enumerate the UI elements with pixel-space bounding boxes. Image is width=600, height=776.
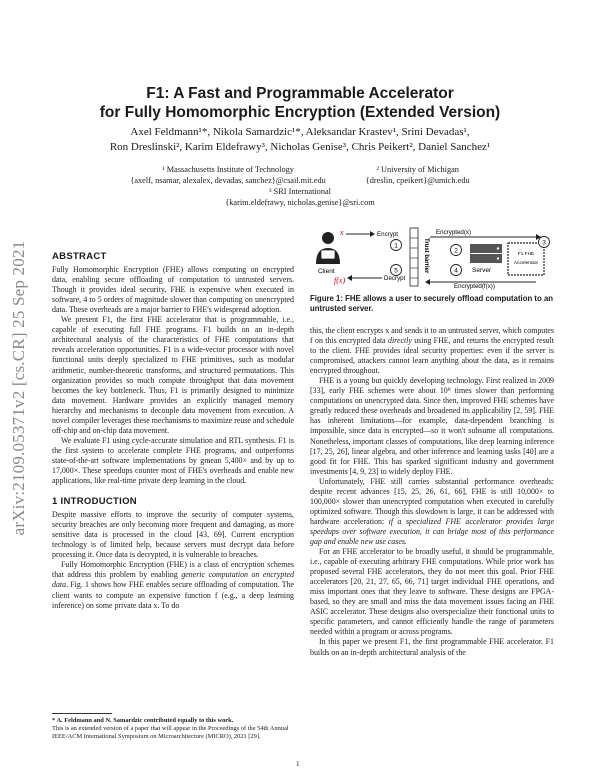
step-4-label: 4 bbox=[454, 267, 458, 275]
right-paragraph-5: In this paper we present F1, the first programmable FHE accelerator. F1 builds on an in-depth architectural analysis of the bbox=[310, 637, 554, 657]
right-paragraph-4: For an FHE accelerator to be broadly useful, it should be programmable, i.e., capable of executing arbitrary FHE computations. While prior work has proposed several FHE accelerators, they do not meet this goal. Prior FHE accelerators [20, 21, 27, 65, 66, 71] target individual FHE operations, and miss important ones that they leave to software. These designs are FPGA-based, so they are small and miss the data movement issues facing an FHE ASIC accelerator. These designs also overspecialize their functional units to specific parameters, and cannot efficiently handle the range of parameters needed within a program or across programs. bbox=[310, 547, 554, 637]
accelerator-label-1: F1 FHE bbox=[517, 252, 535, 257]
abstract-paragraph-2: We present F1, the first FHE accelerator that is programmable, i.e., capable of executing full FHE programs. F1 builds on an in-depth architectural analysis of the characteristics of FHE computations that reveals acceleration opportunities. F1 is a wide-vector processor with novel functional units deeply specialized to FHE primitives, such as modular arithmetic, number-theoretic transforms, and structured permutations. This organization provides so much compute throughput that data movement becomes the key bottleneck. Thus, F1 is primarily designed to minimize data movement. Hardware provides an explicitly managed memory hierarchy and mechanisms to decouple data movement from execution. A novel compiler leverages these mechanisms to maximize reuse and schedule off-chip and on-chip data movement. bbox=[52, 315, 294, 435]
authors-line-1: Axel Feldmann¹*, Nikola Samardzic¹*, Aleksandar Krastev¹, Srini Devadas¹, bbox=[130, 126, 470, 138]
fig-x-label: x bbox=[340, 228, 344, 237]
title-line-2: for Fully Homomorphic Encryption (Extended Version) bbox=[99, 104, 501, 121]
title-line-1: F1: A Fast and Programmable Accelerator bbox=[146, 85, 454, 102]
server-icon bbox=[470, 244, 502, 263]
figure-1-diagram bbox=[312, 226, 552, 290]
abstract-heading: ABSTRACT bbox=[52, 251, 107, 262]
affiliation-mit-name: ¹ Massachusetts Institute of Technology bbox=[162, 165, 294, 174]
affiliation-umich bbox=[366, 164, 470, 186]
right-p1-emphasis: directly bbox=[388, 336, 412, 346]
intro-paragraph-1: Despite massive efforts to improve the security of computer systems, security breaches are only becoming more frequent and damaging, as more sensitive data is processed in the cloud [43, 69]. Current encryption technology is of limited help, because servers must decrypt data before processing it. Once data is decrypted, it is vulnerable to breaches. bbox=[52, 510, 294, 560]
step-2-label: 2 bbox=[454, 247, 458, 255]
trust-barrier bbox=[410, 228, 418, 286]
intro-p2-text-a: Fully Homomorphic Encryption (FHE) is a class of encryption schemes that address this problem by enabling bbox=[52, 560, 294, 580]
accelerator-label-2: Accelerator bbox=[513, 261, 539, 266]
arxiv-id: arXiv:2109.05371v2 [cs.CR] 25 Sep 2021 bbox=[9, 240, 28, 536]
right-p1-text-b: using FHE, and returns the encrypted result to the client. FHE provides ideal security properties: even if the server is compromised, attackers cannot learn anything about the data, as it remains encrypted throughout. bbox=[310, 336, 554, 376]
abstract-paragraph-3: We evaluate F1 using cycle-accurate simulation and RTL synthesis. F1 is the first system to accelerate complete FHE programs, and outperforms state-of-the-art software implementations by gmean 5,400× and by up to 17,000×. These speedups counter most of FHE's overheads and enable new applications, like real-time private deep learning in the cloud. bbox=[52, 435, 294, 486]
footnote-rule bbox=[52, 713, 112, 714]
encrypt-label: Encrypt bbox=[377, 231, 398, 238]
decrypt-arrowhead bbox=[347, 275, 352, 281]
footnote-extended-version: This is an extended version of a paper that will appear in the Proceedings of the 54th Annual IEEE/ACM International Symposium on Microarchitecture (MICRO), 2021 [29]. bbox=[52, 725, 289, 741]
affiliation-mit bbox=[130, 164, 325, 186]
decrypt-label: Decrypt bbox=[384, 275, 406, 282]
right-column bbox=[310, 316, 554, 658]
paper-title bbox=[40, 84, 560, 122]
authors-line-2: Ron Dreslinski², Karim Eldefrawy³, Nicholas Genise³, Chris Peikert², Daniel Sanchez¹ bbox=[109, 141, 491, 153]
affiliation-mit-emails: {axelf, nsamar, alexalex, devadas, sanchez}@csail.mit.edu bbox=[130, 176, 326, 185]
f1-accelerator-chip bbox=[508, 243, 544, 275]
affiliation-umich-name: ² University of Michigan bbox=[376, 165, 459, 174]
encrypted-fx-label: Encrypted(f(x)) bbox=[454, 283, 495, 290]
footnote bbox=[52, 713, 294, 742]
client-label: Client bbox=[318, 268, 335, 275]
intro-p2-emphasis: generic computation on encrypted data bbox=[52, 570, 294, 590]
fig-fx-label: f(x) bbox=[334, 276, 346, 285]
right-paragraph-2: FHE is a young but quickly developing technology. First realized in 2009 [33], early FHE schemes were about 10⁹ times slower than performing computations on unencrypted data. Since then, improved FHE schemes have greatly reduced these overheads and broadened its applicability [2, 59]. FHE has inherent limitations—for example, data-dependent branching is impossible, since data is encrypted—so it won't subsume all computations. Nonetheless, important classes of computations, like deep learning inference [17, 25, 26], linear algebra, and other inference and learning tasks [40] are a good fit for FHE. This has sparked significant industry and government investments [4, 9, 23] to widely deploy FHE. bbox=[310, 376, 554, 476]
step-5-label: 5 bbox=[394, 267, 398, 275]
encrypt-arrowhead bbox=[370, 231, 375, 237]
encrypted-x-label: Encrypted(x) bbox=[436, 229, 472, 236]
step-3-label: 3 bbox=[542, 239, 546, 247]
right-p3-text-a: Unfortunately, FHE still carries substantial performance overheads: despite recent advances [15, 25, 26, 61, 66], FHE is still 10,000× to 100,000× slower than unencrypted computation when executed in carefully optimized software. Though this slowdown is large, it can be addressed with hardware acceleration: bbox=[310, 476, 554, 526]
affiliations bbox=[40, 164, 560, 208]
page-number: 1 bbox=[296, 760, 300, 768]
arxiv-stamp bbox=[8, 0, 30, 776]
affiliation-sri-emails: {karim.eldefrawy, nicholas.genise}@sri.com bbox=[225, 198, 375, 207]
right-paragraph-1 bbox=[310, 326, 554, 376]
footnote-equal-contribution: * A. Feldmann and N. Samardzic contributed equally to this work. bbox=[52, 717, 234, 724]
affiliation-sri-name: ³ SRI International bbox=[269, 187, 331, 196]
intro-paragraph-2 bbox=[52, 560, 294, 610]
intro-p2-text-b: . Fig. 1 shows how FHE enables secure offloading of computation. The client wants to compute an expensive function f (e.g., a deep learning inference) on some private data x. To do bbox=[52, 580, 294, 610]
figure-1-caption: Figure 1: FHE allows a user to securely offload computation to an untrusted server. bbox=[310, 294, 554, 313]
affiliation-sri bbox=[40, 186, 560, 208]
right-p3-emphasis: if a specialized FHE accelerator provides large speedups over software execution, it can bridge most of this performance gap and enable new use cases. bbox=[310, 516, 554, 546]
step-1-label: 1 bbox=[394, 242, 398, 250]
right-paragraph-3 bbox=[310, 477, 554, 547]
left-column bbox=[52, 252, 294, 611]
trust-barrier-label: Trust barrier bbox=[423, 238, 429, 274]
client-figure bbox=[316, 232, 340, 264]
server-label: Server bbox=[472, 267, 492, 274]
right-p1-text-a: this, the client encrypts x and sends it to an untrusted server, which computes f on this encrypted data bbox=[310, 326, 554, 346]
intro-heading: 1 INTRODUCTION bbox=[52, 496, 137, 508]
author-list bbox=[40, 125, 560, 155]
abstract-paragraph-1: Fully Homomorphic Encryption (FHE) allows computing on encrypted data, enabling secure offloading of computation to untrusted servers. Though it provides ideal security, FHE is expensive when executed in software, 4 to 5 orders of magnitude slower than computing on unencrypted data. These overheads are a major barrier to FHE's widespread adoption. bbox=[52, 265, 294, 315]
affiliation-umich-emails: {dreslin, cpeikert}@umich.edu bbox=[365, 176, 470, 185]
